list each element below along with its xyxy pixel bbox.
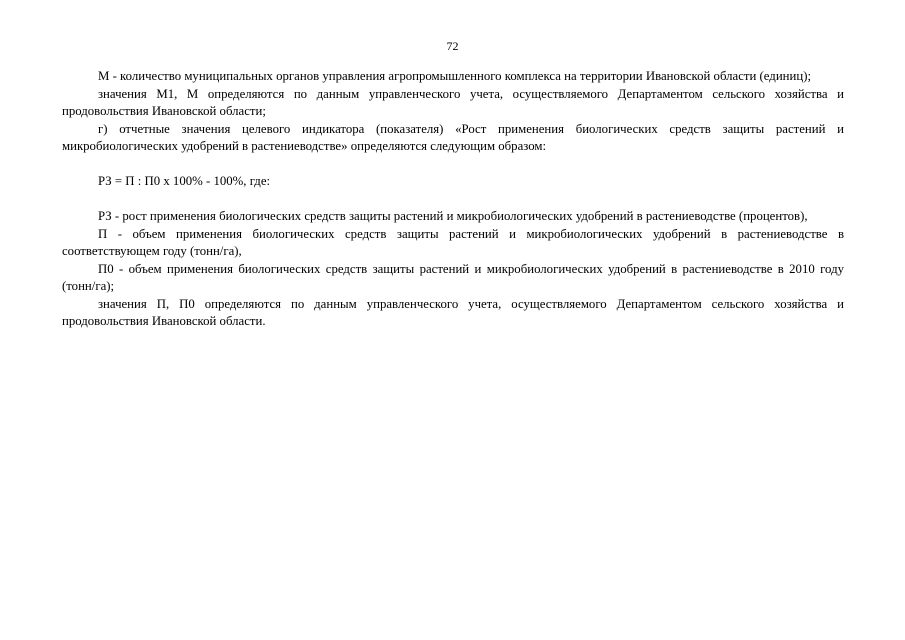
paragraph-p-values-source: значения П, П0 определяются по данным управленческого учета, осуществляемого Департаментом сельского хозяйства и продовольствия Ивановской области. — [62, 296, 844, 328]
page-number: 72 — [446, 39, 459, 53]
formula: РЗ = П : П0 х 100% - 100%, где: — [98, 174, 271, 188]
paragraph-rz-definition: РЗ - рост применения биологических средств защиты растений и микробиологических удобрений в растениеводстве (процентов), — [98, 209, 808, 223]
paragraph-m-values-source: значения M1, M определяются по данным управленческого учета, осуществляемого Департаментом сельского хозяйства и продовольствия Ивановской области; — [62, 86, 844, 118]
paragraph-p-definition: П - объем применения биологических средств защиты растений и микробиологических удобрений в растениеводстве в соответствующем году (тонн/га), — [62, 226, 844, 258]
paragraph-indicator-g: г) отчетные значения целевого индикатора (показателя) «Рост применения биологических средств защиты растений и микробиологических удобрений в растениеводстве» определяются следующим образом: — [62, 121, 844, 153]
document-body — [62, 68, 844, 331]
paragraph-m-definition: М - количество муниципальных органов управления агропромышленного комплекса на территории Ивановской области (единиц); — [98, 69, 812, 83]
paragraph-p0-definition: П0 - объем применения биологических средств защиты растений и микробиологических удобрений в растениеводстве в 2010 году (тонн/га); — [62, 261, 844, 293]
